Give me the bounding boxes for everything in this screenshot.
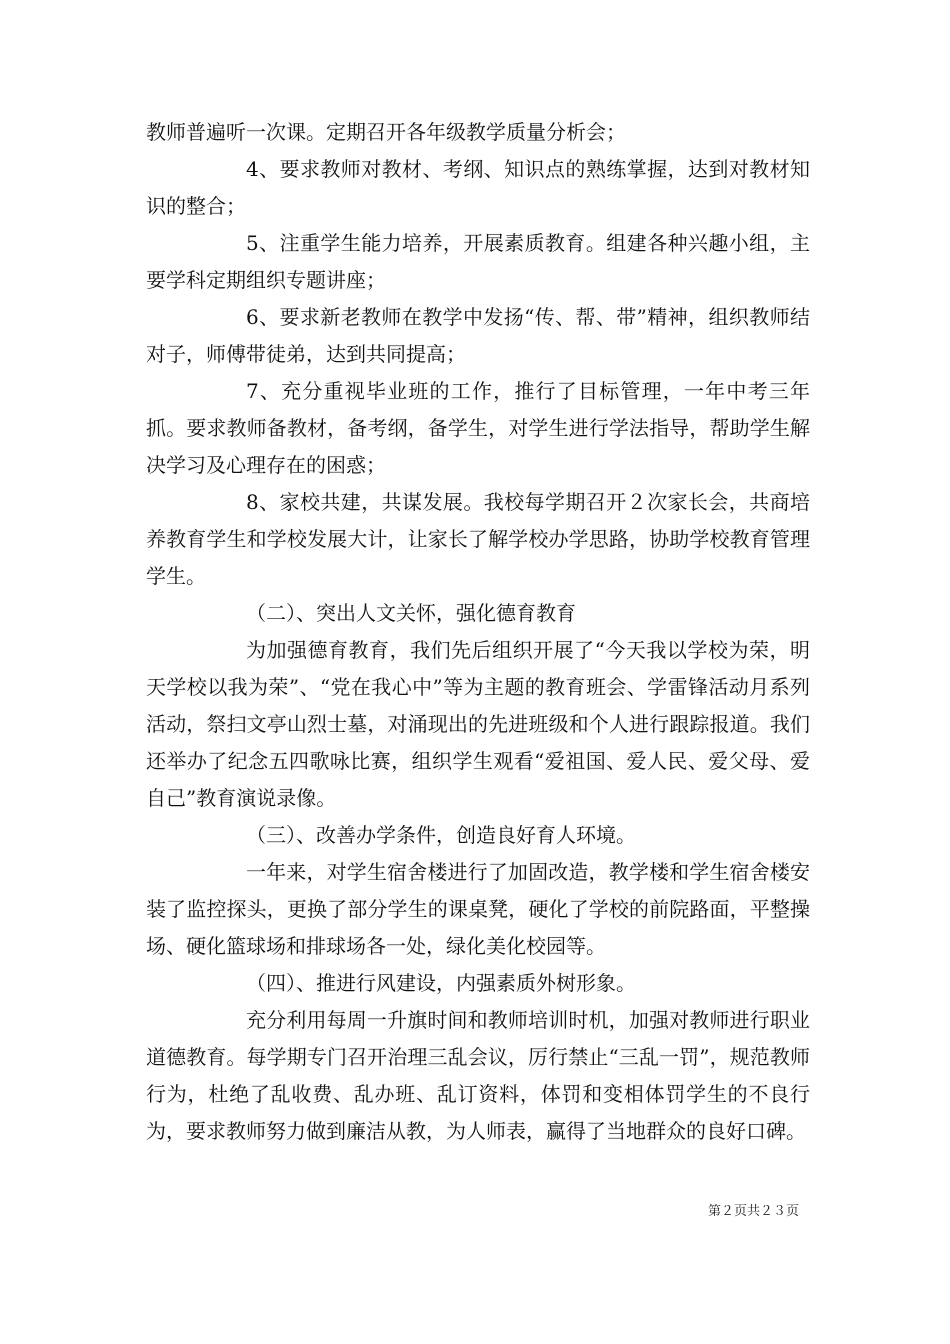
paragraph-facilities: 一年来，对学生宿舍楼进行了加固改造，教学楼和学生宿舍楼安装了监控探头，更换了部分学生的课桌凳，硬化了学校的前院路面，平整操场、硬化篮球场和排球场各一处，绿化美化校园等。 — [146, 860, 810, 958]
paragraph-item-7: 7、充分重视毕业班的工作，推行了目标管理，一年中考三年抓。要求教师备教材，备考纲，备学生，对学生进行学法指导，帮助学生解决学习及心理存在的困惑； — [146, 379, 810, 477]
section-heading-2: （二）、突出人文关怀，强化德育教育 — [246, 601, 576, 625]
paragraph-item-8: 8、家校共建，共谋发展。我校每学期召开２次家长会，共商培养教育学生和学校发展大计，让家长了解学校办学思路，协助学校教育管理学生。 — [146, 490, 810, 588]
section-heading-4: （四）、推进行风建设，内强素质外树形象。 — [246, 971, 636, 995]
paragraph-item-6: 6、要求新老教师在教学中发扬“传、帮、带”精神，组织教师结对子，师傅带徒弟，达到共同提高； — [146, 305, 810, 366]
paragraph-item-4: 4、要求教师对教材、考纲、知识点的熟练掌握，达到对教材知识的整合； — [146, 157, 810, 218]
paragraph-continuation: 教师普遍听一次课。定期召开各年级教学质量分析会； — [146, 120, 626, 144]
document-body — [146, 114, 810, 1150]
paragraph-conduct: 充分利用每周一升旗时间和教师培训时机，加强对教师进行职业道德教育。每学期专门召开治理三乱会议，厉行禁止“三乱一罚”，规范教师行为，杜绝了乱收费、乱办班、乱订资料，体罚和变相体罚学生的不良行为，要求教师努力做到廉洁从教，为人师表，赢得了当地群众的良好口碑。 — [146, 1008, 810, 1143]
section-heading-3: （三）、改善办学条件，创造良好育人环境。 — [246, 823, 636, 847]
paragraph-moral-education: 为加强德育教育，我们先后组织开展了“今天我以学校为荣，明天学校以我为荣”、“党在我心中”等为主题的教育班会、学雷锋活动月系列活动，祭扫文亭山烈士墓，对涌现出的先进班级和个人进行跟踪报道。我们还举办了纪念五四歌咏比赛，组织学生观看“爱祖国、爱人民、爱父母、爱自己”教育演说录像。 — [146, 638, 810, 810]
paragraph-item-5: 5、注重学生能力培养，开展素质教育。组建各种兴趣小组，主要学科定期组织专题讲座； — [146, 231, 810, 292]
page-number-footer: 第２页共２３页 — [708, 1204, 800, 1219]
